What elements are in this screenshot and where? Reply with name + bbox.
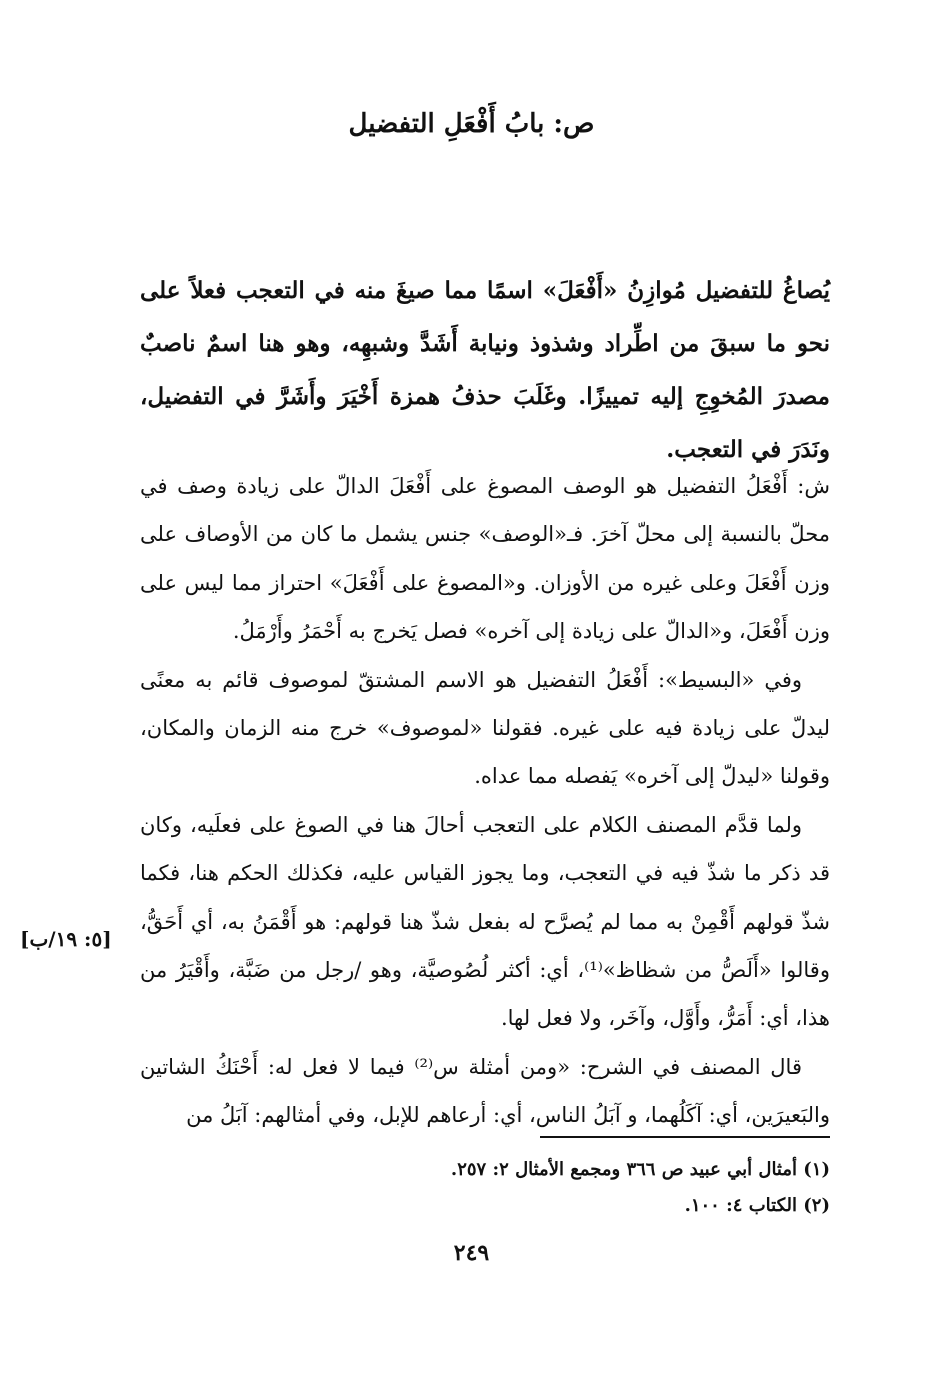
footnotes [300, 1152, 830, 1224]
main-text: يُصاغُ للتفضيل مُوازِنُ «أَفْعَلَ» اسمًا مما صيغَ منه في التعجب فعلاً على نحو ما سبقَ من اطِّراد وشذوذ ونيابة أَشَدَّ وشبهِه، وهو هنا اسمٌ ناصبٌ مصدرَ المُخوِجِ إليه تمييزًا. وغَلَبَ حذفُ همزة أَخْيَرَ وأَشَرَّ في التفضيل، ونَدَرَ في التعجب. [140, 277, 830, 463]
commentary-paragraph: قال المصنف في الشرح: «ومن أمثلة س⁽²⁾ فيما لا فعل له: أَحْنَكُ الشاتين والبَعيرَين، أي: آكَلُهما، و آبَلُ الناس، أي: أرعاهم للإبل، وفي أمثالهم: آبَلُ من [140, 1054, 830, 1128]
commentary-paragraph: ولما قدَّم المصنف الكلام على التعجب أحالَ هنا في الصوغ على فعلَيه، وكان قد ذكر ما شذّ فيه في التعجب، وما يجوز القياس عليه، فكذلك الحكم هنا، فكما شذّ قولهم أَقْمِنْ به مما لم يُصرَّح له بفعل شذّ هنا قولهم: هو أَقْمَنُ به، أي أَحَقُّ، وقالوا «أَلَصُّ من شظاظ»⁽¹⁾، أي: أكثر لُصُوصيَّة، وهو /رجل من ضَبَّة، وأَقْيَرُ من هذا، أي: أَمَرُّ، وأَوَّل، وآخَر، ولا فعل لها. [140, 812, 830, 1031]
footnote: (١) أمثال أبي عبيد ص ٣٦٦ ومجمع الأمثال ٢: ٢٥٧. [450, 1159, 830, 1180]
page-number: ٢٤٩ [453, 1240, 490, 1266]
commentary-paragraph: ش: أَفْعَلُ التفضيل هو الوصف المصوغ على أَفْعَلَ الدالّ على زيادة وصف في محلّ بالنسبة إلى محلّ آخرَ. فـ«الوصف» جنس يشمل ما كان من الأوصاف على وزن أَفْعَلَ وعلى غيره من الأوزان. و«المصوغ على أَفْعَلَ» احتراز مما ليس على وزن أَفْعَلَ، و«الدالّ على زيادة إلى آخره» فصل يَخرج به أَحْمَرُ وأَرْمَلُ. [140, 474, 830, 644]
commentary [140, 462, 830, 1140]
manuscript-folio-reference: [٥: ١٩/ب] [20, 927, 112, 951]
footnote-divider [540, 1136, 830, 1138]
chapter-title: ص: بابُ أَفْعَلِ التفضيل [348, 109, 595, 139]
footnote: (٢) الكتاب ٤: ١٠٠. [684, 1195, 830, 1216]
commentary-paragraph: وفي «البسيط»: أَفْعَلُ التفضيل هو الاسم المشتقّ لموصوف قائم به معنًى ليدلّ على زيادة فيه على غيره. فقولنا «لموصوف» خرج منه الزمان والمكان، وقولنا «ليدلّ إلى آخره» يَفصله مما عداه. [140, 667, 830, 789]
